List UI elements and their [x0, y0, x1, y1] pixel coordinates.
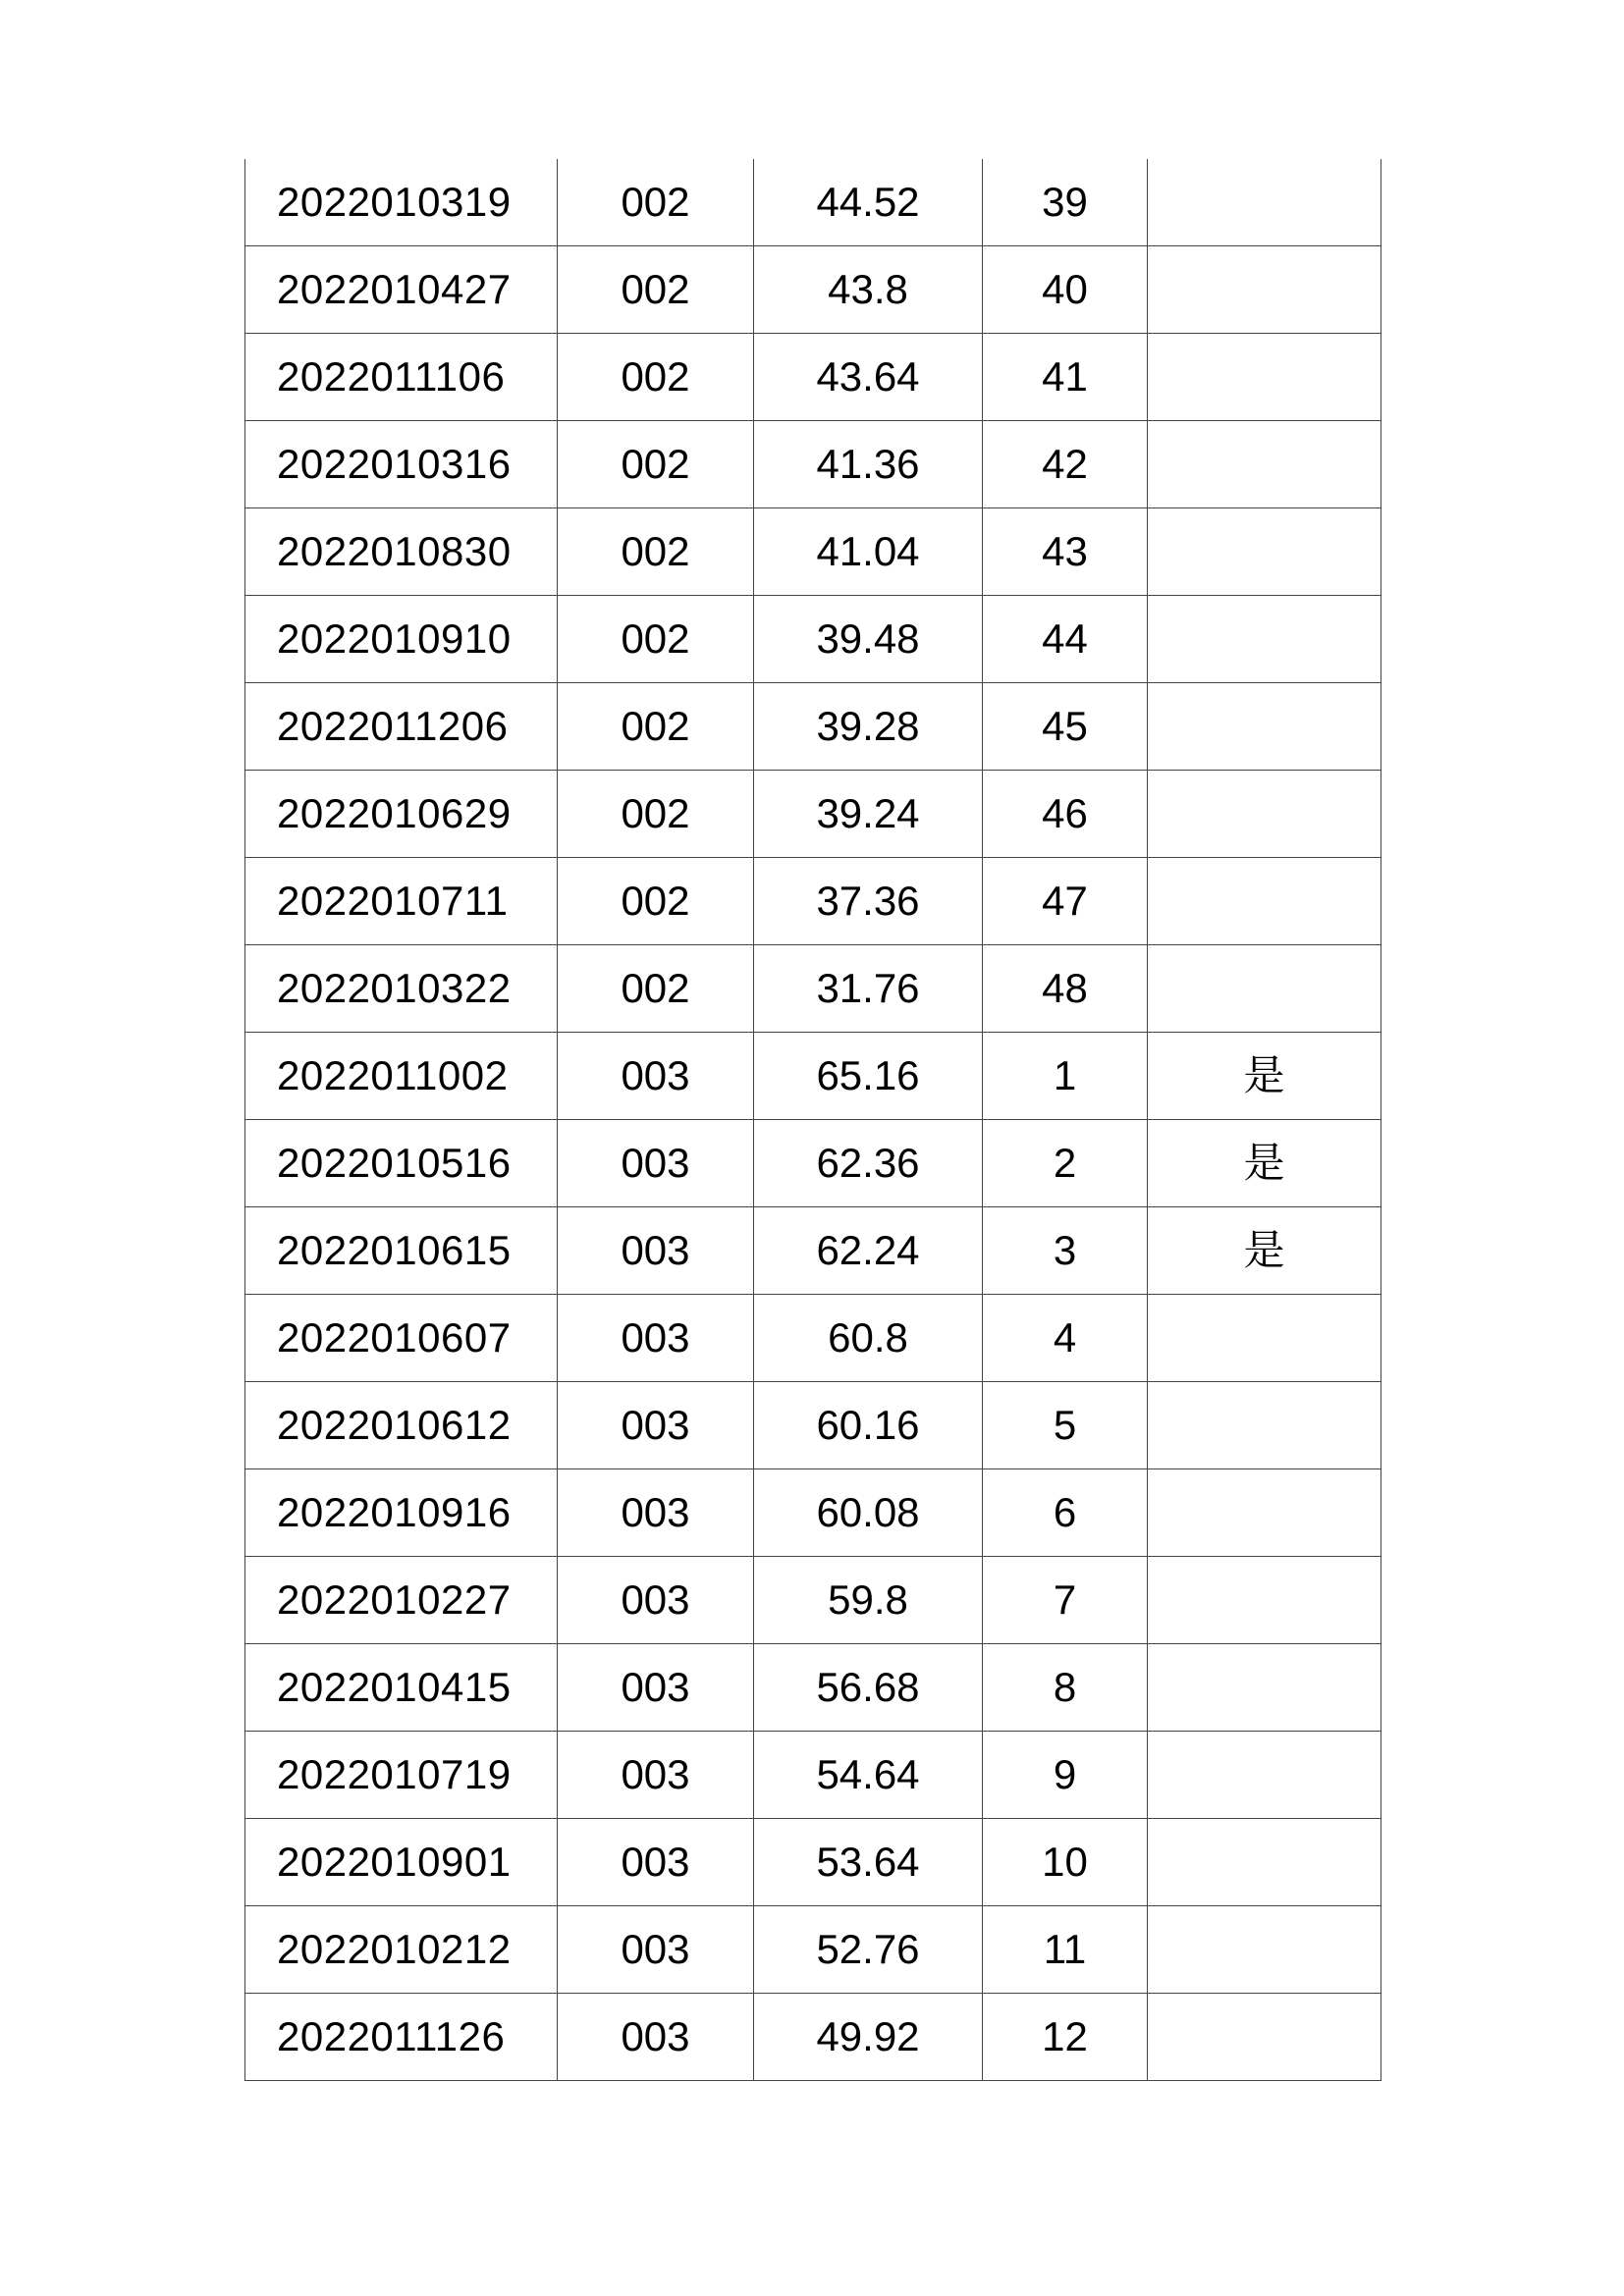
table-row: [245, 159, 1381, 246]
position-code-cell: 002: [558, 246, 754, 334]
rank-cell: 42: [983, 421, 1148, 508]
rank-cell: 6: [983, 1469, 1148, 1557]
table-row: [245, 1644, 1381, 1732]
candidate-id-cell: 2022010916: [245, 1469, 558, 1557]
table-row: [245, 1295, 1381, 1382]
qualified-flag-cell: [1148, 246, 1381, 334]
score-cell: 39.24: [754, 771, 983, 858]
score-cell: 39.48: [754, 596, 983, 683]
rank-cell: 12: [983, 1994, 1148, 2081]
table-row: [245, 683, 1381, 771]
table-row: [245, 421, 1381, 508]
rank-cell: 3: [983, 1207, 1148, 1295]
position-code-cell: 002: [558, 945, 754, 1033]
qualified-flag-cell: [1148, 421, 1381, 508]
position-code-cell: 002: [558, 771, 754, 858]
rank-cell: 1: [983, 1033, 1148, 1120]
position-code-cell: 003: [558, 1382, 754, 1469]
candidate-id-cell: 2022010719: [245, 1732, 558, 1819]
qualified-flag-cell: [1148, 334, 1381, 421]
table-row: [245, 1906, 1381, 1994]
candidate-id-cell: 2022010607: [245, 1295, 558, 1382]
candidate-id-cell: 2022010516: [245, 1120, 558, 1207]
table-row: [245, 771, 1381, 858]
score-cell: 65.16: [754, 1033, 983, 1120]
score-cell: 52.76: [754, 1906, 983, 1994]
results-table-body: [245, 159, 1381, 2081]
position-code-cell: 002: [558, 334, 754, 421]
position-code-cell: 003: [558, 1295, 754, 1382]
qualified-flag-cell: [1148, 1906, 1381, 1994]
candidate-id-cell: 2022010830: [245, 508, 558, 596]
position-code-cell: 002: [558, 159, 754, 246]
candidate-id-cell: 2022010711: [245, 858, 558, 945]
candidate-id-cell: 2022010319: [245, 159, 558, 246]
candidate-id-cell: 2022011206: [245, 683, 558, 771]
score-cell: 41.04: [754, 508, 983, 596]
rank-cell: 2: [983, 1120, 1148, 1207]
rank-cell: 10: [983, 1819, 1148, 1906]
qualified-flag-cell: [1148, 1732, 1381, 1819]
score-cell: 62.24: [754, 1207, 983, 1295]
score-cell: 60.16: [754, 1382, 983, 1469]
rank-cell: 7: [983, 1557, 1148, 1644]
candidate-id-cell: 2022010629: [245, 771, 558, 858]
score-cell: 54.64: [754, 1732, 983, 1819]
score-cell: 62.36: [754, 1120, 983, 1207]
rank-cell: 48: [983, 945, 1148, 1033]
candidate-id-cell: 2022010427: [245, 246, 558, 334]
position-code-cell: 003: [558, 1644, 754, 1732]
qualified-flag-cell: 是: [1148, 1207, 1381, 1295]
candidate-id-cell: 2022010615: [245, 1207, 558, 1295]
position-code-cell: 003: [558, 1906, 754, 1994]
rank-cell: 5: [983, 1382, 1148, 1469]
qualified-flag-cell: 是: [1148, 1120, 1381, 1207]
score-cell: 41.36: [754, 421, 983, 508]
table-row: [245, 1732, 1381, 1819]
position-code-cell: 003: [558, 1994, 754, 2081]
table-row: [245, 1120, 1381, 1207]
score-cell: 39.28: [754, 683, 983, 771]
position-code-cell: 003: [558, 1207, 754, 1295]
table-row: [245, 858, 1381, 945]
score-cell: 31.76: [754, 945, 983, 1033]
rank-cell: 40: [983, 246, 1148, 334]
score-cell: 56.68: [754, 1644, 983, 1732]
position-code-cell: 003: [558, 1120, 754, 1207]
rank-cell: 9: [983, 1732, 1148, 1819]
qualified-flag-cell: [1148, 508, 1381, 596]
candidate-id-cell: 2022011002: [245, 1033, 558, 1120]
table-row: [245, 334, 1381, 421]
position-code-cell: 002: [558, 421, 754, 508]
candidate-id-cell: 2022010227: [245, 1557, 558, 1644]
table-row: [245, 596, 1381, 683]
position-code-cell: 002: [558, 596, 754, 683]
qualified-flag-cell: [1148, 945, 1381, 1033]
score-cell: 60.08: [754, 1469, 983, 1557]
score-cell: 44.52: [754, 159, 983, 246]
qualified-flag-cell: [1148, 771, 1381, 858]
position-code-cell: 003: [558, 1557, 754, 1644]
qualified-flag-cell: 是: [1148, 1033, 1381, 1120]
rank-cell: 44: [983, 596, 1148, 683]
table-row: [245, 508, 1381, 596]
candidate-id-cell: 2022010322: [245, 945, 558, 1033]
table-row: [245, 1033, 1381, 1120]
score-cell: 60.8: [754, 1295, 983, 1382]
qualified-flag-cell: [1148, 159, 1381, 246]
position-code-cell: 002: [558, 508, 754, 596]
score-cell: 49.92: [754, 1994, 983, 2081]
candidate-id-cell: 2022010415: [245, 1644, 558, 1732]
candidate-id-cell: 2022011126: [245, 1994, 558, 2081]
position-code-cell: 003: [558, 1033, 754, 1120]
table-row: [245, 945, 1381, 1033]
candidate-id-cell: 2022011106: [245, 334, 558, 421]
rank-cell: 46: [983, 771, 1148, 858]
score-cell: 43.8: [754, 246, 983, 334]
candidate-id-cell: 2022010612: [245, 1382, 558, 1469]
rank-cell: 41: [983, 334, 1148, 421]
table-row: [245, 1469, 1381, 1557]
position-code-cell: 002: [558, 683, 754, 771]
rank-cell: 45: [983, 683, 1148, 771]
candidate-id-cell: 2022010910: [245, 596, 558, 683]
qualified-flag-cell: [1148, 858, 1381, 945]
qualified-flag-cell: [1148, 596, 1381, 683]
candidate-id-cell: 2022010212: [245, 1906, 558, 1994]
qualified-flag-cell: [1148, 683, 1381, 771]
rank-cell: 8: [983, 1644, 1148, 1732]
table-row: [245, 1819, 1381, 1906]
qualified-flag-cell: [1148, 1557, 1381, 1644]
qualified-flag-cell: [1148, 1644, 1381, 1732]
results-table: [244, 159, 1381, 2081]
score-cell: 59.8: [754, 1557, 983, 1644]
table-row: [245, 246, 1381, 334]
table-row: [245, 1382, 1381, 1469]
candidate-id-cell: 2022010901: [245, 1819, 558, 1906]
position-code-cell: 003: [558, 1469, 754, 1557]
qualified-flag-cell: [1148, 1382, 1381, 1469]
qualified-flag-cell: [1148, 1994, 1381, 2081]
rank-cell: 11: [983, 1906, 1148, 1994]
qualified-flag-cell: [1148, 1469, 1381, 1557]
position-code-cell: 003: [558, 1819, 754, 1906]
table-row: [245, 1207, 1381, 1295]
position-code-cell: 003: [558, 1732, 754, 1819]
qualified-flag-cell: [1148, 1819, 1381, 1906]
rank-cell: 39: [983, 159, 1148, 246]
table-row: [245, 1557, 1381, 1644]
score-cell: 43.64: [754, 334, 983, 421]
candidate-id-cell: 2022010316: [245, 421, 558, 508]
rank-cell: 4: [983, 1295, 1148, 1382]
score-cell: 37.36: [754, 858, 983, 945]
qualified-flag-cell: [1148, 1295, 1381, 1382]
rank-cell: 47: [983, 858, 1148, 945]
position-code-cell: 002: [558, 858, 754, 945]
rank-cell: 43: [983, 508, 1148, 596]
table-row: [245, 1994, 1381, 2081]
score-cell: 53.64: [754, 1819, 983, 1906]
